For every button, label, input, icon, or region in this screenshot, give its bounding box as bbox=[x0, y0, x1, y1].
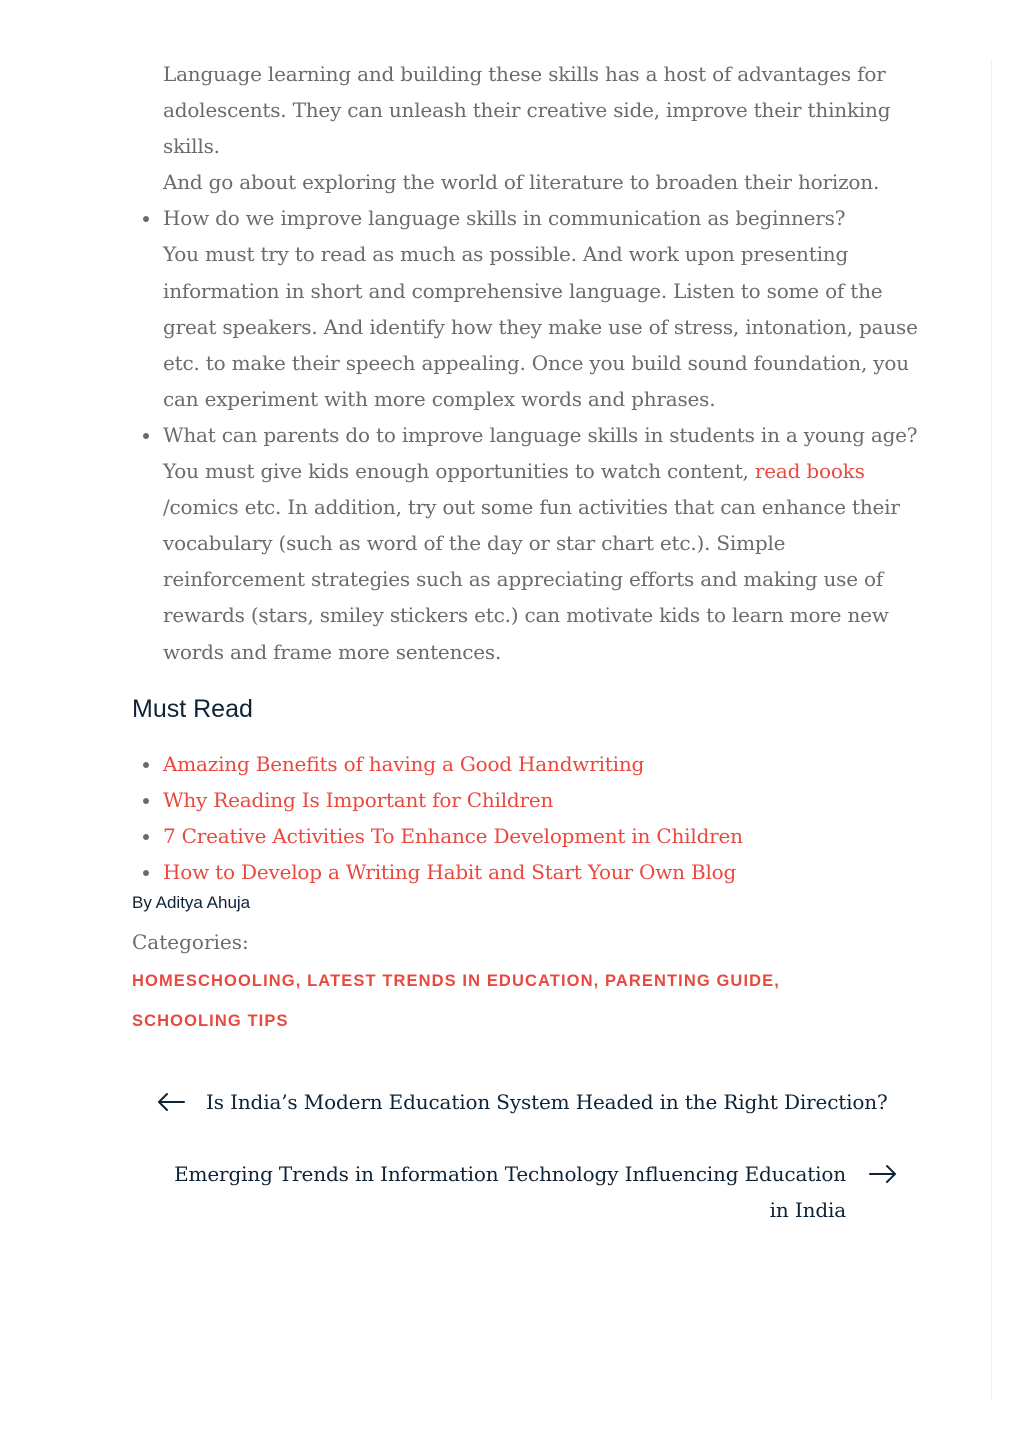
article-content bbox=[132, 56, 932, 1041]
intro-line-3: And go about exploring the world of literature to broaden their horizon. bbox=[163, 170, 880, 195]
arrow-left-icon bbox=[156, 1092, 186, 1112]
faq-question: What can parents do to improve language skills in students in a young age? bbox=[163, 422, 918, 447]
author-byline: By Aditya Ahuja bbox=[132, 892, 251, 912]
category-schooling-tips[interactable]: SCHOOLING TIPS bbox=[132, 1011, 289, 1030]
categories-label: Categories: bbox=[132, 929, 249, 954]
category-separator: , bbox=[295, 971, 308, 990]
previous-post-link[interactable] bbox=[156, 1084, 896, 1120]
must-read-item bbox=[163, 818, 932, 854]
must-read-link-blog[interactable]: How to Develop a Writing Habit and Start Your Own Blog bbox=[163, 859, 737, 884]
category-homeschooling[interactable]: HOMESCHOOLING bbox=[132, 971, 296, 990]
must-read-heading: Must Read bbox=[132, 694, 253, 723]
faq-answer-start: You must give kids enough opportunities to watch content, bbox=[163, 459, 755, 484]
intro-line-2: adolescents. They can unleash their creative side, improve their thinking skills. bbox=[163, 98, 891, 159]
category-latest-trends[interactable]: LATEST TRENDS IN EDUCATION bbox=[307, 971, 594, 990]
category-links bbox=[132, 961, 832, 1041]
page-edge-divider bbox=[991, 60, 992, 1400]
arrow-right-icon bbox=[868, 1164, 898, 1184]
must-read-link-reading[interactable]: Why Reading Is Important for Children bbox=[163, 787, 554, 812]
faq-list bbox=[132, 56, 932, 670]
faq-question: How do we improve language skills in communication as beginners? bbox=[163, 206, 846, 231]
next-post-link[interactable] bbox=[160, 1156, 898, 1228]
faq-answer: You must try to read as much as possible. And work upon presenting information in short and comprehensive language. Listen to some of the great speakers. And identify how they make use of stress, intonation, pause etc. to make their speech appealing. Once you build sound foundation, you can experiment with more complex words and phrases. bbox=[163, 242, 918, 411]
read-books-link[interactable]: read books bbox=[754, 459, 865, 484]
must-read-item bbox=[163, 782, 932, 818]
faq-answer-end: /comics etc. In addition, try out some fun activities that can enhance their vocabulary (such as word of the day or star chart etc.). Simple reinforcement strategies such as appreciating efforts and making use of rewards (stars, smiley stickers etc.) can motivate kids to learn more new words and frame more sentences. bbox=[163, 495, 900, 664]
must-read-link-activities[interactable]: 7 Creative Activities To Enhance Development in Children bbox=[163, 823, 743, 848]
category-parenting-guide[interactable]: PARENTING GUIDE bbox=[604, 971, 775, 990]
faq-item-parents bbox=[163, 417, 932, 670]
next-post-title: Emerging Trends in Information Technology Influencing Education in India bbox=[174, 1162, 846, 1222]
must-read-item bbox=[163, 854, 932, 890]
previous-post-title: Is India’s Modern Education System Headed in the Right Direction? bbox=[206, 1090, 888, 1114]
must-read-link-handwriting[interactable]: Amazing Benefits of having a Good Handwriting bbox=[163, 751, 645, 776]
must-read-list bbox=[132, 746, 932, 890]
must-read-item bbox=[163, 746, 932, 782]
faq-answer-continued bbox=[163, 56, 932, 200]
category-separator: , bbox=[593, 971, 605, 990]
intro-line-1: Language learning and building these skills has a host of advantages for bbox=[163, 62, 886, 86]
faq-item-beginners bbox=[163, 200, 932, 417]
category-separator: , bbox=[774, 971, 780, 990]
